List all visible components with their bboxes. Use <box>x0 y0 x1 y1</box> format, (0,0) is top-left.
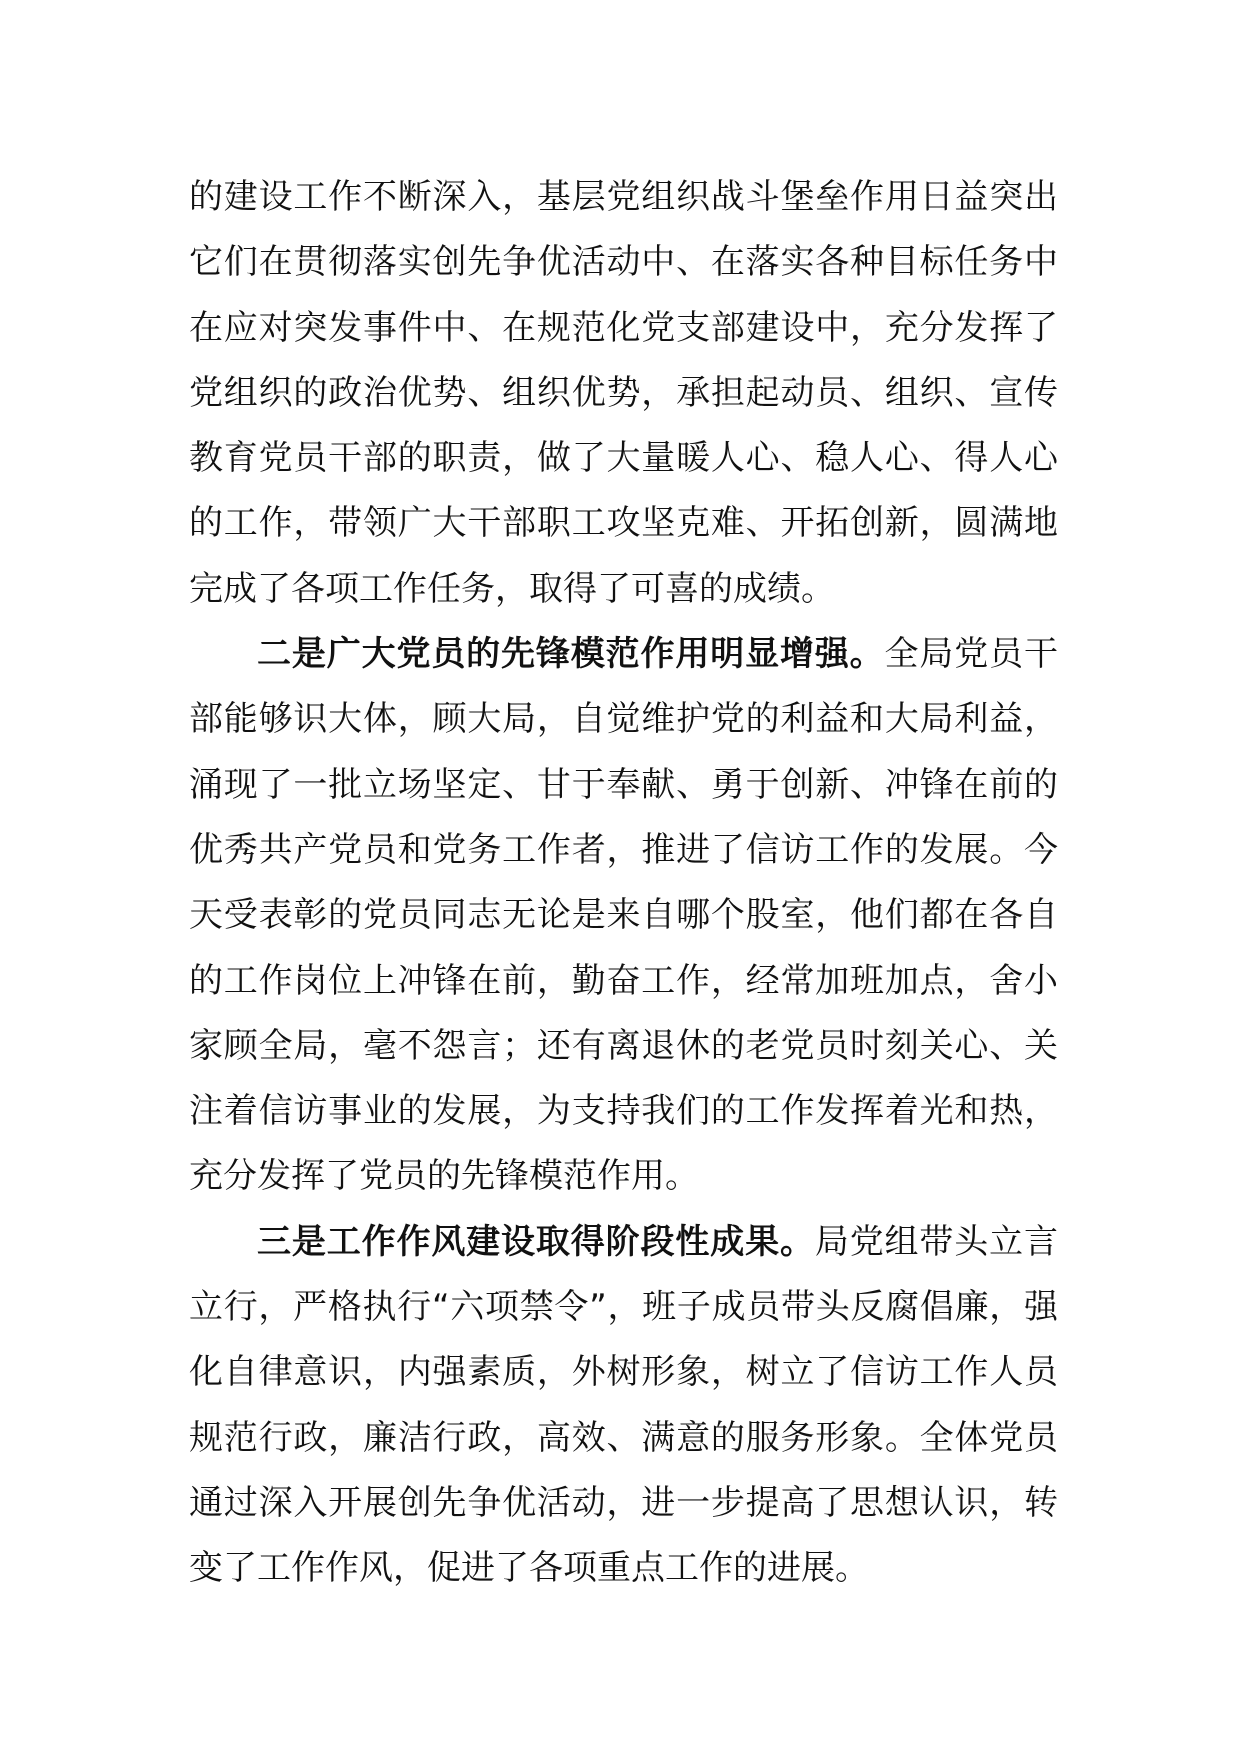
paragraph-text: 全局党员干部能够识大体，顾大局，自觉维护党的利益和大局利益，涌现了一批立场坚定、甘于奉献、勇于创新、冲锋在前的优秀共产党员和党务工作者，推进了信访工作的发展。今天受表彰的党员同志无论是来自哪个股室，他们都在各自的工作岗位上冲锋在前，勤奋工作，经常加班加点，舍小家顾全局，毫不怨言；还有离退休的老党员时刻关心、关注着信访事业的发展，为支持我们的工作发挥着光和热，充分发挥了党员的先锋模范作用。 <box>189 634 1059 1197</box>
paragraph-continuation <box>189 165 1058 622</box>
paragraph-lead: 二是广大党员的先锋模范作用明显增强。 <box>257 634 885 675</box>
paragraph-lead: 三是工作作风建设取得阶段性成果。 <box>257 1221 815 1262</box>
paragraph-text: 的建设工作不断深入，基层党组织战斗堡垒作用日益突出它们在贯彻落实创先争优活动中、在落实各种目标任务中在应对突发事件中、在规范化党支部建设中，充分发挥了党组织的政治优势、组织优势，承担起动员、组织、宣传教育党员干部的职责，做了大量暖人心、稳人心、得人心的工作，带领广大干部职工攻坚克难、开拓创新，圆满地完成了各项工作任务，取得了可喜的成绩。 <box>189 177 1058 609</box>
paragraph-text: 局党组带头立言立行，严格执行“六项禁令”，班子成员带头反腐倡廉，强化自律意识，内强素质，外树形象，树立了信访工作人员规范行政，廉洁行政，高效、满意的服务形象。全体党员通过深入开展创先争优活动，进一步提高了思想认识，转变了工作作风，促进了各项重点工作的进展。 <box>189 1221 1059 1589</box>
paragraph-work-style <box>189 1210 1058 1602</box>
document-body <box>189 165 1058 1602</box>
paragraph-party-members <box>189 622 1058 1210</box>
